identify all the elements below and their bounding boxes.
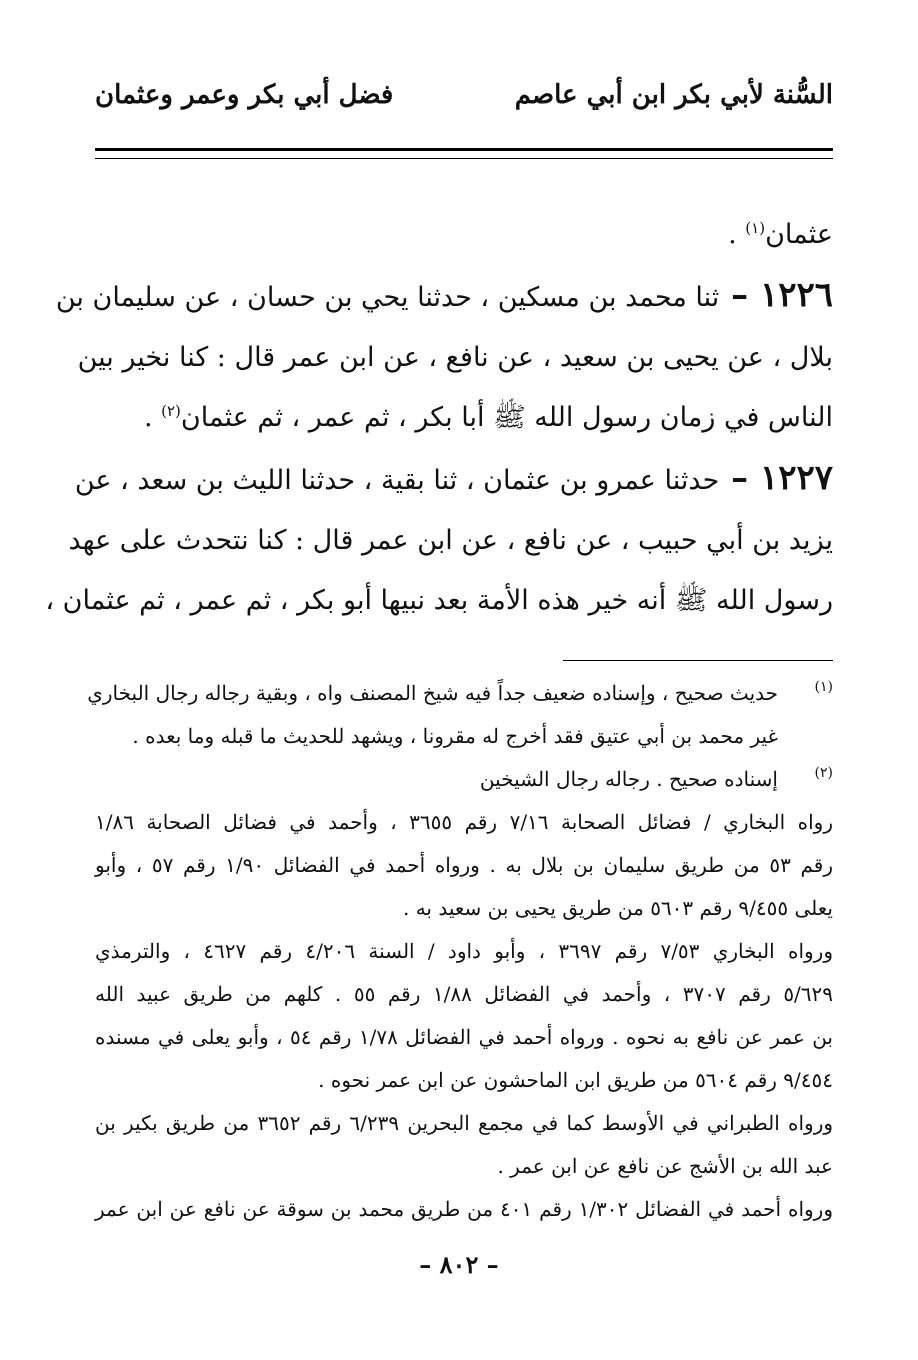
hadith-1226-line-3	[95, 388, 833, 448]
intro-tail: .	[728, 219, 746, 250]
hadith-1226-text-1: ثنا محمد بن مسكين ، حدثنا يحي بن حسان ، عن سليمان بن	[55, 282, 720, 313]
hadith-number-1226: ١٢٢٦	[759, 275, 833, 315]
footnote-marker-2: (٢)	[814, 765, 833, 781]
footnote-line: رواه البخاري / فضائل الصحابة ٧/١٦ رقم ٣٦٥٥ ، وأحمد في فضائل الصحابة ١/٨٦	[95, 810, 833, 834]
footnote-line: عبد الله بن الأشج عن نافع عن ابن عمر .	[497, 1154, 833, 1178]
intro-text: عثمان	[765, 219, 833, 250]
footnote-line: رقم ٥٣ من طريق سليمان بن بلال به . ورواه أحمد في الفضائل ١/٩٠ رقم ٥٧ ، وأبو	[95, 853, 833, 877]
hadith-1227-line-1	[74, 448, 833, 511]
footnote-line: ورواه البخاري ٧/٥٣ رقم ٣٦٩٧ ، وأبو داود / السنة ٤/٢٠٦ رقم ٤٦٢٧ ، والترمذي	[95, 939, 834, 963]
footnote-line: يعلى ٩/٤٥٥ رقم ٥٦٠٣ من طريق يحيى بن سعيد به .	[402, 896, 833, 920]
footnote-line: إسناده صحيح . رجاله رجال الشيخين	[479, 767, 778, 791]
hadith-1227-text-1: حدثنا عمرو بن عثمان ، ثنا بقية ، حدثنا الليث بن سعد ، عن	[74, 465, 720, 496]
hadith-1226-text-3: الناس في زمان رسول الله ﷺ أبا بكر ، ثم عمر ، ثم عثمان	[180, 402, 833, 433]
hadith-1227-line-3: رسول الله ﷺ أنه خير هذه الأمة بعد نبيها أبو بكر ، ثم عمر ، ثم عثمان ،	[45, 585, 833, 616]
header-rule-thick	[95, 148, 833, 151]
footnote-line: حديث صحيح ، وإسناده ضعيف جداً فيه شيخ المصنف واه ، وبقية رجاله رجال البخاري	[87, 681, 778, 705]
footnote-2-body	[95, 801, 833, 1231]
hadith-1226-line-2: بلال ، عن يحيى بن سعيد ، عن نافع ، عن ابن عمر قال : كنا نخير بين	[77, 342, 833, 373]
hadith-1227-line-2: يزيد بن أبي حبيب ، عن نافع ، عن ابن عمر قال : كنا نتحدث على عهد	[68, 525, 833, 556]
hadith-number-1227: ١٢٢٧	[759, 458, 833, 498]
footnote-line: ورواه الطبراني في الأوسط كما في مجمع البحرين ٦/٢٣٩ رقم ٣٦٥٢ من طريق بكير بن	[95, 1111, 834, 1135]
intro-line	[95, 205, 833, 265]
hadith-1226-line-1	[55, 265, 833, 328]
footnote-line: ٩/٤٥٤ رقم ٥٦٠٤ من طريق ابن الماحشون عن ابن عمر نحوه .	[318, 1068, 833, 1092]
hadith-dash: –	[719, 458, 760, 498]
footnote-separator	[563, 660, 833, 661]
running-header	[95, 70, 833, 120]
footnote-ref-2: (٢)	[161, 402, 181, 420]
footnote-line: غير محمد بن أبي عتيق فقد أخرج له مقرونا ، ويشهد للحديث ما قبله وما بعده .	[132, 724, 778, 748]
book-title: السُّنة لأبي بكر ابن أبي عاصم	[514, 80, 833, 110]
footnote-2	[95, 758, 833, 801]
footnotes	[87, 672, 834, 1231]
chapter-title: فضل أبي بكر وعمر وعثمان	[95, 80, 394, 110]
hadith-1226-tail: .	[143, 402, 162, 433]
footnote-line: بن عمر عن نافع به نحوه . ورواه أحمد في الفضائل ١/٧٨ رقم ٥٤ ، وأبو يعلى في مسنده	[95, 1025, 833, 1049]
footnote-ref-1: (١)	[745, 219, 766, 237]
footnote-marker-1: (١)	[814, 679, 833, 695]
main-text	[45, 205, 833, 631]
footnote-line: ورواه أحمد في الفضائل ١/٣٠٢ رقم ٤٠١ من طريق محمد بن سوقة عن نافع عن ابن عمر	[95, 1197, 833, 1221]
footnote-1	[87, 672, 833, 758]
footnote-line: ٥/٦٢٩ رقم ٣٧٠٧ ، وأحمد في الفضائل ١/٨٨ رقم ٥٥ . كلهم من طريق عبيد الله	[95, 982, 834, 1006]
header-rule-thin	[95, 158, 833, 159]
hadith-dash: –	[719, 275, 760, 315]
page-number: – ٨٠٢ –	[419, 1250, 499, 1279]
